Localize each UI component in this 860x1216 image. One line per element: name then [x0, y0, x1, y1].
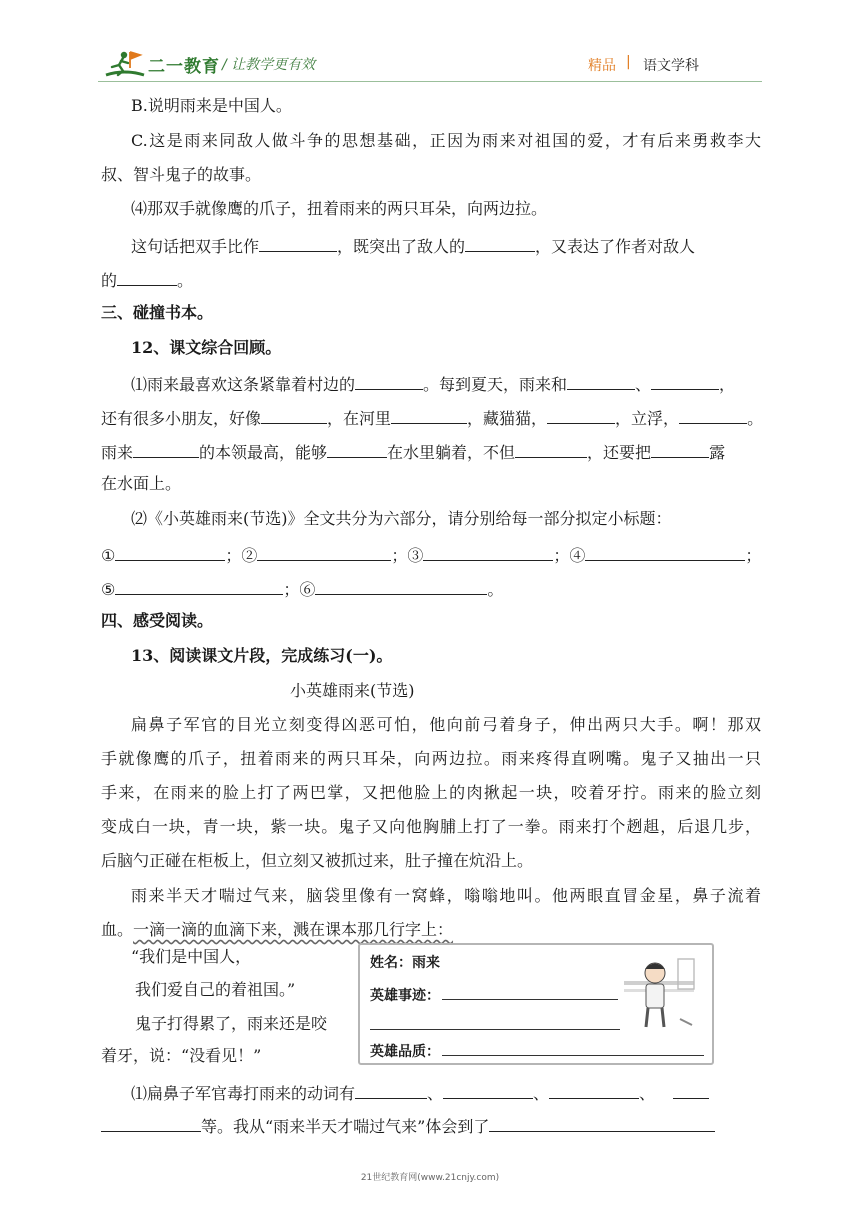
- wavy-underlined-sentence: 一滴一滴的血滴下来，溅在课本那几行字上：: [133, 920, 454, 939]
- q12-1-line1: [131, 371, 735, 396]
- brand-name: 二一教育: [148, 57, 220, 77]
- header-divider: [98, 81, 762, 82]
- answer-blank[interactable]: [115, 576, 283, 595]
- card-quality-label: 英雄品质：: [370, 1044, 440, 1060]
- q13-1-line2: [101, 1113, 715, 1138]
- text: 雨来: [101, 443, 134, 462]
- text: ⑴雨来最喜欢这条紧靠着村边的: [131, 375, 356, 394]
- q12-2-answers-line2: [101, 576, 503, 601]
- q12-1-line3: [101, 439, 725, 464]
- question-13-heading: 13、阅读课文片段，完成练习(一)。: [131, 646, 393, 665]
- answer-blank[interactable]: [567, 371, 635, 390]
- text: 的: [101, 271, 118, 290]
- page-footer: 21世纪教育网(www.21cnjy.com): [360, 1173, 500, 1183]
- answer-blank[interactable]: [423, 542, 553, 561]
- answer-blank[interactable]: [547, 405, 615, 424]
- text: 、: [635, 375, 652, 394]
- deeds-answer-line[interactable]: [442, 999, 618, 1000]
- passage-line: 变成白一块，青一块，紫一块。鬼子又向他胸脯上打了一拳。雨来打个趔趄，后退几步，: [101, 817, 761, 836]
- text: ，在河里: [327, 409, 392, 428]
- slogan: / 让教学更有效: [222, 57, 316, 73]
- passage-line: 手来，在雨来的脸上打了两巴掌，又把他脸上的肉揪起一块，咬着牙拧。雨来的脸立刻: [101, 783, 761, 802]
- text: 、: [427, 1084, 444, 1103]
- card-name-label: 姓名：雨来: [370, 955, 440, 971]
- answer-blank[interactable]: [489, 1113, 715, 1132]
- text: ；③: [391, 546, 424, 565]
- text: 、: [639, 1084, 656, 1103]
- answer-blank[interactable]: [549, 1080, 639, 1099]
- passage-title: 小英雄雨来(节选): [290, 681, 415, 700]
- answer-blank[interactable]: [515, 439, 587, 458]
- text: 。: [177, 271, 194, 290]
- text: 还有很多小朋友，好像: [101, 409, 262, 428]
- answer-blank[interactable]: [261, 405, 327, 424]
- boy-illustration-icon: [622, 953, 702, 1035]
- text: ，又表达了作者对敌人: [535, 237, 696, 256]
- q12-2-prompt: ⑵《小英雄雨来(节选)》全文共分为六部分，请分别给每一部分拟定小标题：: [131, 509, 672, 528]
- text: 这句话把双手比作: [131, 237, 260, 256]
- subject-label: 语文学科: [643, 58, 699, 74]
- section-3-heading: 三、碰撞书本。: [101, 303, 214, 322]
- text: ；⑥: [283, 580, 316, 599]
- text: ；④: [553, 546, 586, 565]
- quality-answer-line[interactable]: [442, 1055, 704, 1056]
- passage-line: [101, 919, 453, 941]
- text: 。: [747, 409, 764, 428]
- answer-blank[interactable]: [327, 439, 387, 458]
- answer-blank[interactable]: [115, 542, 225, 561]
- passage-line: 手就像鹰的爪子，扭着雨来的两只耳朵，向两边拉。雨来疼得直咧嘴。鬼子又抽出一只: [101, 749, 761, 768]
- question-4: ⑷那双手就像鹰的爪子，扭着雨来的两只耳朵，向两边拉。: [131, 199, 548, 218]
- runner-flag-logo-icon: [104, 48, 150, 80]
- answer-blank[interactable]: [391, 405, 467, 424]
- answer-blank[interactable]: [133, 439, 199, 458]
- option-b: B.说明雨来是中国人。: [131, 96, 292, 115]
- answer-blank[interactable]: [259, 233, 337, 252]
- passage-line: 鬼子打得累了，雨来还是咬: [135, 1014, 328, 1033]
- text: 露: [709, 443, 726, 462]
- passage-line: 后脑勺正碰在柜板上，但立刻又被抓过来，肚子撞在炕沿上。: [101, 851, 534, 870]
- answer-blank[interactable]: [315, 576, 487, 595]
- text: ，: [719, 375, 736, 394]
- passage-line: 扁鼻子军官的目光立刻变得凶恶可怕，他向前弓着身子，伸出两只大手。啊！那双: [131, 715, 761, 734]
- question-12-heading: 12、课文综合回顾。: [131, 338, 282, 357]
- text: ⑤: [101, 580, 116, 599]
- q12-1-line2: [101, 405, 763, 430]
- text: ，还要把: [587, 443, 652, 462]
- option-c-line1: C.这是雨来同敌人做斗争的思想基础，正因为雨来对祖国的爱，才有后来勇救李大: [131, 131, 761, 150]
- section-4-heading: 四、感受阅读。: [101, 611, 214, 630]
- hero-info-card: [358, 943, 714, 1065]
- question-4-answer-line1: [131, 233, 695, 258]
- answer-blank[interactable]: [585, 542, 745, 561]
- answer-blank[interactable]: [651, 371, 719, 390]
- text: 等。我从“雨来半天才喘过气来”体会到了: [201, 1117, 490, 1136]
- answer-blank[interactable]: [117, 267, 177, 286]
- premium-label: 精品: [588, 58, 616, 74]
- text: ，立浮，: [615, 409, 680, 428]
- page-header: [0, 0, 860, 90]
- text: 血。: [101, 920, 134, 939]
- answer-blank[interactable]: [257, 542, 391, 561]
- passage-line: “我们是中国人，: [131, 947, 252, 966]
- answer-blank[interactable]: [651, 439, 709, 458]
- text: ①: [101, 546, 116, 565]
- answer-blank[interactable]: [679, 405, 747, 424]
- answer-blank[interactable]: [673, 1080, 709, 1099]
- passage-line: 我们爱自己的着祖国。”: [135, 980, 296, 999]
- text: 的本领最高，能够: [199, 443, 328, 462]
- answer-blank[interactable]: [355, 1080, 427, 1099]
- option-c-line2: 叔、智斗鬼子的故事。: [101, 165, 262, 184]
- text: 。每到夏天，雨来和: [423, 375, 568, 394]
- text: ，藏猫猫，: [467, 409, 548, 428]
- text: ⑴扁鼻子军官毒打雨来的动词有: [131, 1084, 356, 1103]
- q12-1-line4: 在水面上。: [101, 474, 182, 493]
- q12-2-answers-line1: [101, 542, 761, 567]
- question-4-answer-line2: [101, 267, 193, 292]
- text: ，既突出了敌人的: [337, 237, 466, 256]
- text: 、: [533, 1084, 550, 1103]
- text: ；: [745, 546, 762, 565]
- text: ；②: [225, 546, 258, 565]
- passage-line: 雨来半天才喘过气来，脑袋里像有一窝蜂，嗡嗡地叫。他两眼直冒金星，鼻子流着: [131, 886, 761, 905]
- text: 。: [487, 580, 504, 599]
- text: 在水里躺着，不但: [387, 443, 516, 462]
- deeds-answer-line[interactable]: [370, 1029, 620, 1030]
- card-deeds-label: 英雄事迹：: [370, 988, 440, 1004]
- answer-blank[interactable]: [355, 371, 423, 390]
- answer-blank[interactable]: [101, 1113, 201, 1132]
- passage-line: 着牙，说：“没看见！”: [101, 1046, 262, 1065]
- q13-1-line1: [131, 1080, 709, 1105]
- answer-blank[interactable]: [465, 233, 535, 252]
- header-separator: |: [626, 54, 631, 70]
- answer-blank[interactable]: [443, 1080, 533, 1099]
